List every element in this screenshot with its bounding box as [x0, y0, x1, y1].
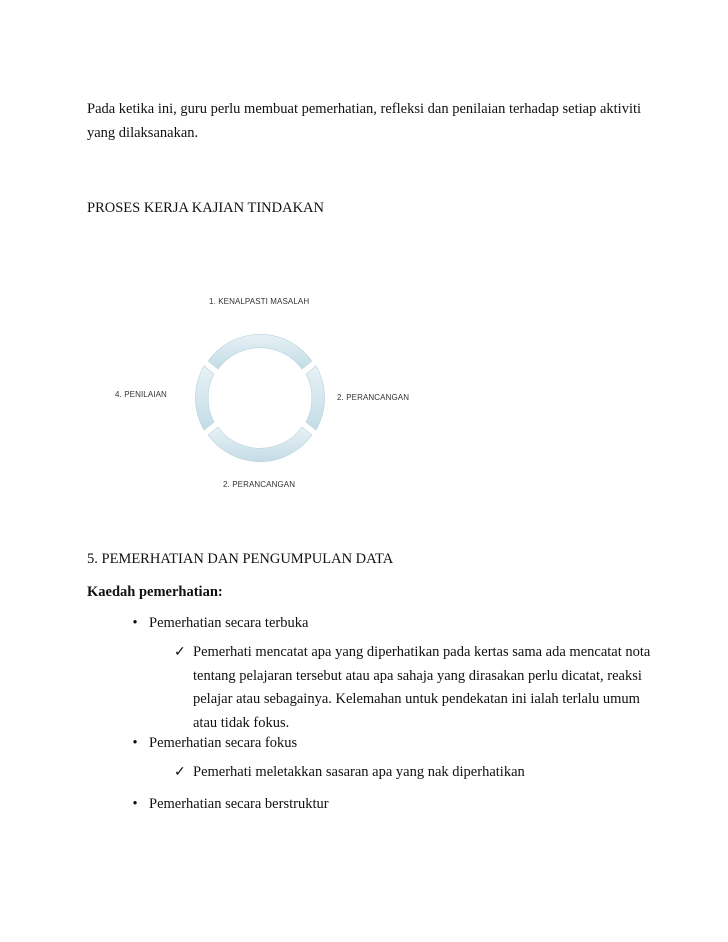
cycle-arc-left	[195, 366, 214, 430]
diagram-label-top: 1. KENALPASTI MASALAH	[209, 297, 310, 306]
bullet-text: Pemerhatian secara fokus	[149, 735, 298, 751]
kaedah-title: Kaedah pemerhatian:	[87, 584, 223, 600]
diagram-label-bottom: 2. PERANCANGAN	[223, 480, 296, 489]
cycle-arc-top	[208, 334, 312, 369]
bullet-dot-icon: •	[132, 796, 138, 812]
section5-heading: 5. PEMERHATIAN DAN PENGUMPULAN DATA	[87, 551, 394, 567]
bullet-dot-icon: •	[132, 615, 138, 631]
cycle-arc-right	[306, 366, 325, 430]
check-text: Pemerhati meletakkan sasaran apa yang nak diperhatikan	[193, 764, 525, 780]
intro-paragraph: Pada ketika ini, guru perlu membuat pemerhatian, refleksi dan penilaian terhadap setiap aktiviti yang dilaksanakan.	[87, 101, 642, 141]
proses-heading: PROSES KERJA KAJIAN TINDAKAN	[87, 200, 324, 216]
cycle-diagram	[100, 285, 420, 495]
cycle-arc-bottom	[208, 427, 312, 462]
check-text: Pemerhati mencatat apa yang diperhatikan pada kertas sama ada mencatat nota tentang pelajaran tersebut atau apa sahaja yang dirasakan perlu dicatat, reaksi pelajar atau sebagainya. Kelemahan untuk pendekatan ini ialah terlalu umum atau tidak fokus.	[193, 644, 651, 731]
checkmark-icon: ✓	[174, 645, 186, 660]
checkmark-icon: ✓	[174, 765, 186, 780]
diagram-label-left: 4. PENILAIAN	[115, 390, 167, 399]
bullet-text: Pemerhatian secara berstruktur	[149, 796, 329, 812]
diagram-label-right: 2. PERANCANGAN	[337, 393, 410, 402]
bullet-dot-icon: •	[132, 735, 138, 751]
bullet-text: Pemerhatian secara terbuka	[149, 615, 309, 631]
